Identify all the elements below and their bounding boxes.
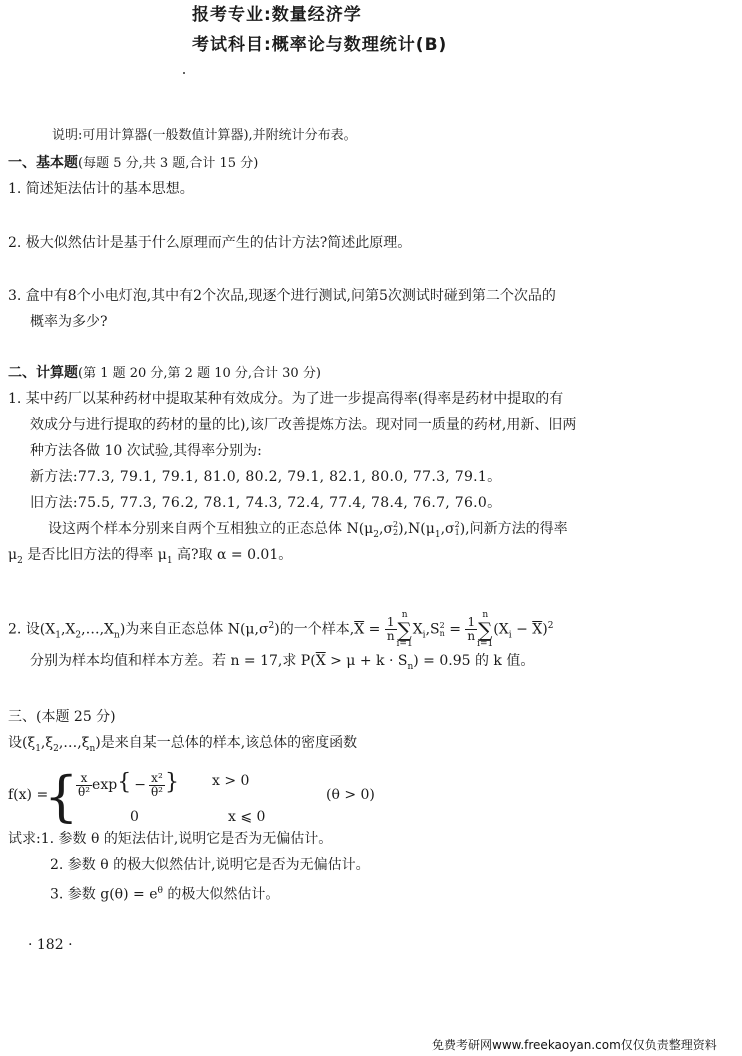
q1-line6-text-f: ),N(μ <box>398 521 435 537</box>
new-method-data <box>30 468 501 486</box>
sub-mu1: 1 <box>434 529 441 540</box>
section2-heading <box>8 364 321 383</box>
s-sub: n <box>439 628 445 638</box>
section1-question-3-line1: 3. 盒中有8个小电灯泡,其中有2个次品,现逐个进行测试,问第5次测试时碰到第二个次品的 <box>8 288 556 304</box>
old-method-values: 75.5, 77.3, 76.2, 78.1, 74.3, 72.4, 77.4, 78.4, 76.7, 76.0。 <box>77 495 502 511</box>
q2-text-c: ,X <box>60 621 76 638</box>
q2-text-g: )为来自正态总体 N(μ,σ <box>119 621 269 638</box>
case1-minus: − <box>134 777 146 793</box>
q2-sup-sq: 2 <box>547 621 554 631</box>
section1-title: 一、基本题 <box>8 155 78 171</box>
sum-top-2: n <box>482 609 489 620</box>
q2-xi-sub2: i <box>508 630 512 641</box>
q2-eq2: = <box>444 621 466 638</box>
sum-symbol: n ∑ i=1 <box>396 609 413 649</box>
section2-q1-line3: 种方法各做 10 次试验,其得率分别为: <box>30 443 262 459</box>
q2-line2-xbar: $\overline{X}$ <box>315 653 326 669</box>
sample-mean-symbol-2: $\overline{X}$ <box>532 621 543 638</box>
case1-inner-den: θ² <box>150 784 163 799</box>
s-sup: 2 <box>439 620 445 630</box>
frac-num: 1 <box>385 616 397 630</box>
theta-condition: (θ > 0) <box>326 787 375 803</box>
density-fx-label: f(x) = <box>8 787 49 803</box>
section2-q1-line7 <box>8 546 292 570</box>
section1-question-2: 2. 极大似然估计是基于什么原理而产生的估计方法?简述此原理。 <box>8 235 412 251</box>
section1-scoring: (每题 5 分,共 3 题,合计 15 分) <box>78 156 259 171</box>
q1-line7-text-e: 高?取 α = 0.01。 <box>172 547 293 563</box>
density-case-2-value: 0 <box>130 809 139 825</box>
sub-mu2: 2 <box>373 529 379 540</box>
case1-exp: exp <box>92 777 118 793</box>
sum-bottom: i=1 <box>396 638 413 649</box>
q2-eq: = <box>364 621 385 638</box>
section2-title: 二、计算题 <box>8 365 78 381</box>
section2-q1-line1: 1. 某中药厂以某种药材中提取某种有效成分。为了进一步提高得率(得率是药材中提取的有 <box>8 391 564 407</box>
old-method-label: 旧方法: <box>30 495 78 511</box>
q2-text-e: ,…,X <box>81 621 115 638</box>
q1-line7-text-c: 是否比旧方法的得率 μ <box>22 547 167 563</box>
section3-ask-1: 试求:1. 参数 θ 的矩法估计,说明它是否为无偏估计。 <box>8 831 333 847</box>
s3-intro-g: )是来自某一总体的样本,该总体的密度函数 <box>95 735 358 751</box>
density-case-1 <box>76 763 179 803</box>
s3-sub-2: 2 <box>53 743 59 754</box>
section2-q2-line2 <box>30 652 534 676</box>
speck <box>183 72 185 74</box>
section1-question-1: 1. 简述矩法估计的基本思想。 <box>8 181 194 197</box>
q2-line2-d: ) = 0.95 的 k 值。 <box>413 653 535 669</box>
q2-sup-2: 2 <box>268 621 275 631</box>
case1-inner-fraction <box>149 772 165 799</box>
q2-line2-sub-n: n <box>407 661 414 672</box>
sample-mean-symbol: $\overline{X}$ <box>354 621 365 638</box>
frac-den-2: n <box>467 629 476 644</box>
sub-sigma2: 2 <box>393 528 399 537</box>
case1-num: x <box>76 772 92 786</box>
frac-num-2: 1 <box>465 616 477 630</box>
section1-question-3-line2: 概率为多少? <box>30 314 108 330</box>
q2-comma-s: ,S <box>425 621 440 638</box>
sub-sigma1: 1 <box>454 528 460 537</box>
q1-line6-text-k: ),问新方法的得率 <box>459 521 568 537</box>
piecewise-brace: { <box>44 765 79 828</box>
q1-line7-mu: μ <box>8 547 18 563</box>
q2-paren: (X <box>493 621 509 638</box>
sum-top: n <box>401 609 408 620</box>
q2-xi: X <box>412 621 423 638</box>
q1-line6-text-h: ,σ <box>440 521 455 537</box>
q2-close: ) <box>542 621 548 638</box>
ask3-c: 的极大似然估计。 <box>162 886 280 903</box>
fraction-1-over-n <box>385 616 397 643</box>
density-case-2-condition: x ⩽ 0 <box>228 809 266 825</box>
section3-ask-2: 2. 参数 θ 的极大似然估计,说明它是否为无偏估计。 <box>50 857 370 873</box>
page-number: · 182 · <box>28 937 73 953</box>
frac-den: n <box>386 629 395 644</box>
case1-fraction <box>76 772 92 799</box>
sup-sigma2: 2 <box>393 520 399 529</box>
s3-intro-c: ,ξ <box>40 735 54 751</box>
s3-intro-a: 设(ξ <box>8 735 36 751</box>
section2-scoring: (第 1 题 20 分,第 2 题 10 分,合计 30 分) <box>78 366 321 381</box>
q2-text-i: )的一个样本, <box>274 621 355 638</box>
sum-bottom-2: i=1 <box>477 638 494 649</box>
q2-line2-b: > μ + k · S <box>325 653 408 669</box>
new-method-label: 新方法: <box>30 469 78 485</box>
sum-symbol-2: n ∑ i=1 <box>477 609 494 649</box>
case1-rbrace: } <box>164 770 179 795</box>
exam-subject: 考试科目:概率论与数理统计(B) <box>192 35 448 55</box>
section2-q1-line2: 效成分与进行提取的药材的量的比),该厂改善提炼方法。现对同一质量的药材,用新、旧两 <box>30 417 577 433</box>
q1-line6-text-a: 设这两个样本分别来自两个互相独立的正态总体 N(μ <box>48 521 374 537</box>
case1-inner-num: x² <box>149 772 165 786</box>
old-method-data <box>30 494 501 512</box>
s3-intro-e: ,…,ξ <box>58 735 90 751</box>
q2-sub-n: n <box>114 630 120 641</box>
q2-sub-2: 2 <box>75 630 82 641</box>
case1-lbrace: { <box>117 770 132 795</box>
q2-minus: − <box>511 621 533 638</box>
s3-sub-n: n <box>89 743 96 754</box>
section1-heading <box>8 154 258 173</box>
ask3-sup-theta: θ <box>157 886 163 896</box>
s3-sub-1: 1 <box>35 743 41 754</box>
section3-ask-3 <box>50 882 279 904</box>
q2-sub-1: 1 <box>55 630 61 641</box>
density-case-1-condition: x > 0 <box>212 773 250 789</box>
section2-q1-line6 <box>48 520 568 544</box>
exam-major: 报考专业:数量经济学 <box>192 5 362 25</box>
q2-text-a: 2. 设(X <box>8 621 56 638</box>
sup-sigma1: 2 <box>454 520 460 529</box>
q2-line2-a: 分别为样本均值和样本方差。若 n = 17,求 P( <box>30 653 316 669</box>
q1-line7-sub2: 2 <box>17 555 23 566</box>
q1-line7-sub1: 1 <box>166 555 173 566</box>
footer-watermark: 免费考研网www.freekaoyan.com仅仅负责整理资料 <box>432 1038 717 1052</box>
exam-note: 说明:可用计算器(一般数值计算器),并附统计分布表。 <box>52 128 357 143</box>
q1-line6-text-c: ,σ <box>379 521 394 537</box>
ask3-a: 3. 参数 g(θ) = e <box>50 886 158 903</box>
fraction-1-over-n-2 <box>465 616 477 643</box>
section3-intro <box>8 734 357 758</box>
section2-q2-line1 <box>8 606 554 649</box>
section3-heading: 三、(本题 25 分) <box>8 709 116 725</box>
new-method-values: 77.3, 79.1, 79.1, 81.0, 80.2, 79.1, 82.1, 80.0, 77.3, 79.1。 <box>77 469 502 485</box>
q2-xi-sub: i <box>422 630 426 641</box>
case1-den: θ² <box>78 784 91 799</box>
